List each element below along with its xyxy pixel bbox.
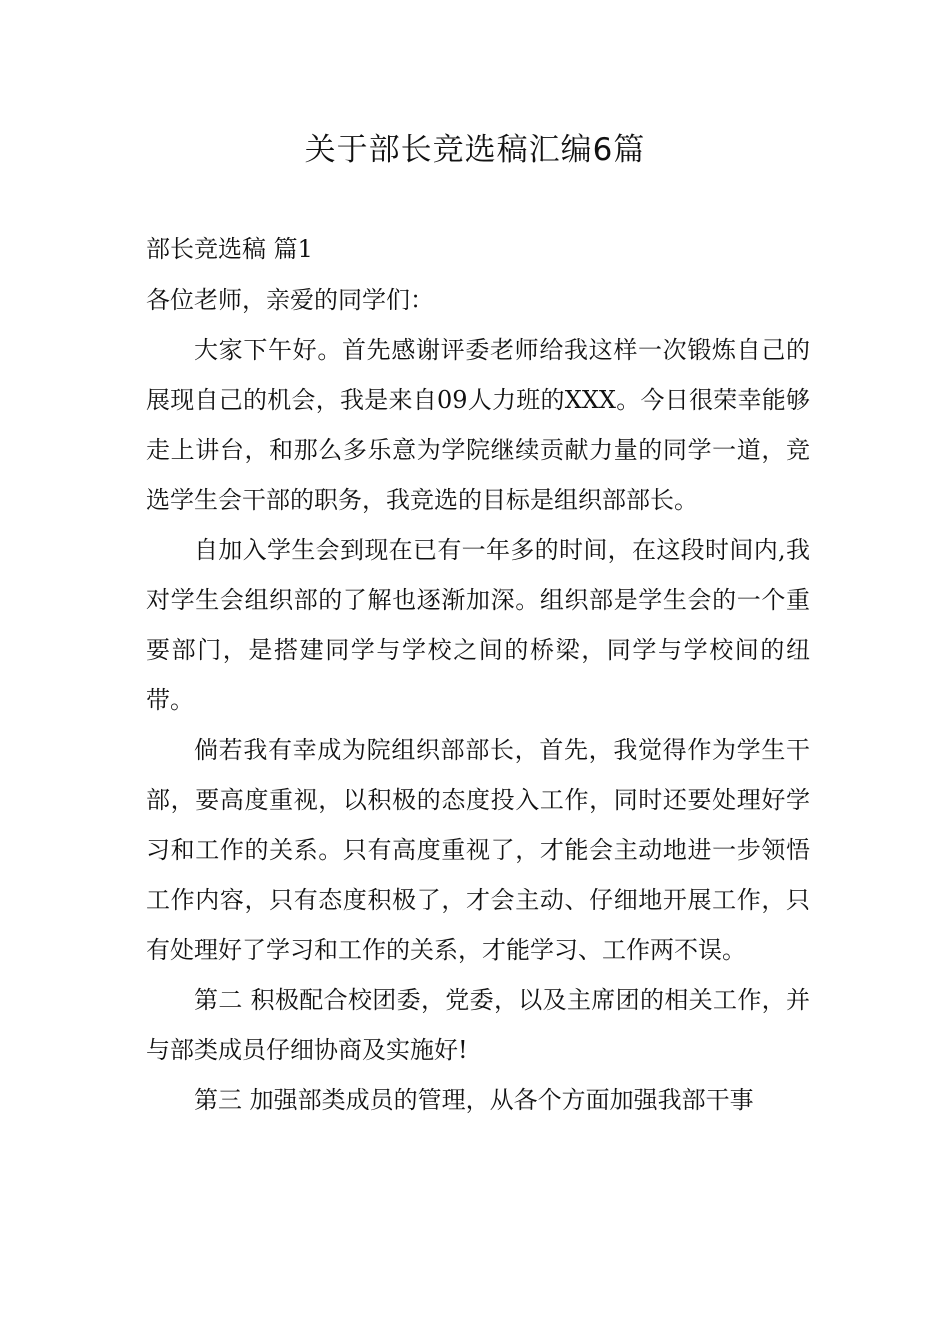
section-heading: 部长竞选稿 篇1 bbox=[146, 235, 313, 263]
speech-body bbox=[146, 325, 810, 1125]
greeting-line: 各位老师，亲爱的同学们： bbox=[146, 286, 434, 314]
paragraph-2: 自加入学生会到现在已有一年多的时间，在这段时间内,我对学生会组织部的了解也逐渐加深。组织部是学生会的一个重要部门，是搭建同学与学校之间的桥梁，同学与学校间的纽带。 bbox=[146, 536, 810, 714]
paragraph-1: 大家下午好。首先感谢评委老师给我这样一次锻炼自己的展现自己的机会，我是来自09人力班的XXX。今日很荣幸能够走上讲台，和那么多乐意为学院继续贡献力量的同学一道，竞选学生会干部的职务，我竞选的目标是组织部部长。 bbox=[146, 336, 810, 514]
paragraph-5: 第三 加强部类成员的管理，从各个方面加强我部干事 bbox=[194, 1086, 754, 1114]
paragraph-3: 倘若我有幸成为院组织部部长，首先，我觉得作为学生干部，要高度重视，以积极的态度投入工作，同时还要处理好学习和工作的关系。只有高度重视了，才能会主动地进一步领悟工作内容，只有态度积极了，才会主动、仔细地开展工作，只有处理好了学习和工作的关系，才能学习、工作两不误。 bbox=[146, 736, 810, 964]
paragraph-4: 第二 积极配合校团委，党委，以及主席团的相关工作，并与部类成员仔细协商及实施好! bbox=[146, 986, 810, 1064]
document-title: 关于部长竞选稿汇编6篇 bbox=[304, 132, 646, 168]
